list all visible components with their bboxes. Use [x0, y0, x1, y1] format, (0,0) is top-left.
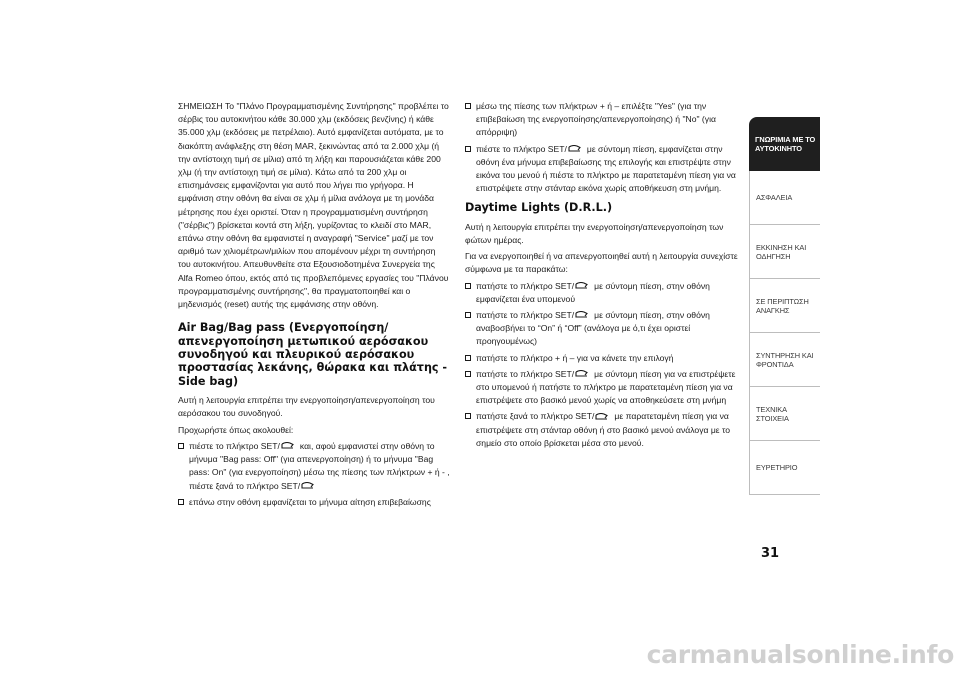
- list-item: [465, 143, 745, 196]
- checkbox-square-icon: [465, 146, 471, 152]
- tab-label: ΣΕ ΠΕΡΙΠΤΩΣΗ ΑΝΑΓΚΗΣ: [756, 296, 809, 315]
- list-item: [465, 280, 745, 306]
- esc-arrow-key-icon: [281, 442, 294, 449]
- checkbox-square-icon: [465, 355, 471, 361]
- maintenance-note: ΣΗΜΕΙΩΣΗ Το "Πλάνο Προγραμματισμένης Συντήρησης" προβλέπει το σέρβις του αυτοκινήτου κάθε 30.000 χλμ (εκδόσεις βενζίνης) ή κάθε 35.000 χλμ (εκδόσεις με πετρέλαιο). Αυτό εμφανίζεται αυτόματα, με το διακόπτη ανάφλεξης στη θέση MAR, ξεκινώντας από τα 2.000 χλμ (ή την αντίστοιχη τιμή σε μίλια) από τη λήξη και παρουσιάζεται κάθε 200 χλμ (ή την αντίστοιχη τιμή σε μίλια). Κάτω από τα 200 χλμ οι επισημάνσεις εμφανίζονται για αυτό που λήγει πιο γρήγορα. Η εμφάνιση στην οθόνη θα είναι σε χλμ ή μίλια ανάλογα με τη μονάδα μέτρησης που έχει οριστεί. Όταν η προγραμματισμένη συντήρηση ("σέρβις") βρίσκεται κοντά στη λήξη, γυρίζοντας το κλειδί στο MAR, επάνω στην οθόνη θα εμφανιστεί η αναγραφή "Service" μαζί με τον αριθμό των χιλιομέτρων/μιλίων που απομένουν μέχρι τη συντήρηση του αυτοκινήτου. Απευθυνθείτε στα Εξουσιοδοτημένα Συνεργεία της Alfa Romeo όπου, εκτός από τις προβλεπόμενες εργασίες του "Πλάνου προγραμματισμένης συντήρησης", θα πραγματοποιηθεί και ο μηδενισμός (reset) αυτής της εμφάνισης στην οθόνη.: [178, 101, 449, 310]
- list-item: [178, 440, 450, 493]
- bullet-text-pre: πατήστε το πλήκτρο SET/: [476, 310, 575, 321]
- tab-label: ΓΝΩΡΙΜΙΑ ΜΕ ΤΟ ΑΥΤΟΚΙΝΗΤΟ: [755, 134, 816, 153]
- airbag-intro: Αυτή η λειτουργία επιτρέπει την ενεργοποίηση/απενεργοποίηση του αερόσακου του συνοδηγού.: [178, 395, 435, 419]
- checkbox-square-icon: [178, 499, 184, 505]
- tab-emergency[interactable]: [749, 279, 820, 333]
- bullet-text-post: με σύντομη πίεση για να επιστρέψετε στο υπομενού ή πατήστε το πλήκτρο με παρατεταμένη πίεση για να επιστρέψετε στο βασικό μενού χωρίς να αποθηκεύσετε στη μνήμη: [476, 368, 736, 406]
- drl-heading: Daytime Lights (D.R.L.): [465, 201, 613, 215]
- bullet-text: πατήστε το πλήκτρο + ή – για να κάνετε την επιλογή: [476, 352, 674, 363]
- bullet-text-post: και, αφού εμφανιστεί στην οθόνη το μήνυμα "Bag pass: Off" (για απενεργοποίηση) ή το μήνυμα "Bag pass: On" (για ενεργοποίηση) μέσω της πίεσης των πλήκτρων + ή - , πιέστε ξανά το πλήκτρο SET/: [189, 440, 450, 491]
- proceed-text: Προχωρήστε όπως ακολουθεί:: [178, 424, 294, 435]
- list-item: [465, 309, 745, 349]
- checkbox-square-icon: [465, 371, 471, 377]
- left-column: [178, 100, 450, 512]
- esc-arrow-key-icon: [301, 482, 314, 489]
- checkbox-square-icon: [465, 413, 471, 419]
- watermark: carmanualsonline.info: [646, 640, 954, 669]
- list-item: [178, 496, 450, 509]
- bullet-text-post: με σύντομη πίεση, εμφανίζεται στην οθόνη ένα μήνυμα επιβεβαίωσης της επιλογής και επιστρέψτε στην εικόνα του μενού ή πιέστε το πλήκτρο με παρατεταμένη πίεση για να επιστρέψετε στην στάνταρ εικόνα χωρίς αποθήκευση στη μνήμη.: [476, 143, 736, 194]
- bullet-text-post: με σύντομη πίεση, στην οθόνη εμφανίζεται ένα υπομενού: [476, 280, 710, 304]
- tab-safety[interactable]: [749, 171, 820, 225]
- chapter-tabs: [749, 117, 820, 495]
- checkbox-square-icon: [465, 103, 471, 109]
- bullet-text: επάνω στην οθόνη εμφανίζεται το μήνυμα αίτηση επιβεβαίωσης: [189, 496, 431, 507]
- tab-label: ΕΚΚΙΝΗΣΗ ΚΑΙ ΟΔΗΓΗΣΗ: [756, 242, 807, 261]
- tab-label: ΣΥΝΤΗΡΗΣΗ ΚΑΙ ΦΡΟΝΤΙΔΑ: [756, 350, 814, 369]
- airbag-heading: Air Bag/Bag pass (Ενεργοποίηση/ απενεργοποίηση μετωπικού αερόσακου συνοδηγού και πλευρικού αερόσακου προστασίας λεκάνης, θώρακα και πλάτης - Side bag): [178, 321, 448, 388]
- tab-label: ΤΕΧΝΙΚΑ ΣΤΟΙΧΕΙΑ: [756, 404, 789, 423]
- bullet-text-post: με σύντομη πίεση, στην οθόνη αναβοσβήνει το “On” ή “Off” (ανάλογα με ό,τι έχει οριστεί προηγουμένως): [476, 310, 710, 347]
- checkbox-square-icon: [465, 283, 471, 289]
- drl-intro-2: Για να ενεργοποιηθεί ή να απενεργοποιηθεί αυτή η λειτουργία συνεχίστε σύμφωνα με τα παρακάτω:: [465, 251, 738, 275]
- page-number: 31: [760, 546, 780, 561]
- list-item: [465, 368, 745, 408]
- esc-arrow-key-icon: [575, 370, 588, 377]
- tab-maintenance[interactable]: [749, 333, 820, 387]
- list-item: [465, 352, 745, 365]
- tab-label: ΑΣΦΑΛΕΙΑ: [756, 193, 793, 202]
- bullet-text-pre: πατήστε το πλήκτρο SET/: [476, 368, 575, 379]
- bullet-text-pre: πατήστε ξανά το πλήκτρο SET/: [476, 411, 595, 422]
- checkbox-square-icon: [465, 312, 471, 318]
- tab-index[interactable]: [749, 441, 820, 495]
- list-item: [465, 410, 745, 450]
- bullet-text-pre: πιέστε το πλήκτρο SET/: [189, 440, 280, 451]
- right-column: [465, 100, 745, 453]
- tab-label: ΕΥΡΕΤΗΡΙΟ: [756, 463, 798, 472]
- bullet-text: μέσω της πίεσης των πλήκτρων + ή – επιλέξτε "Yes" (για την επιβεβαίωση της ενεργοποίησης/απενεργοποίησης) ή "No" (για απόρριψη): [476, 101, 716, 138]
- bullet-text-pre: πιέστε το πλήκτρο SET/: [476, 143, 567, 154]
- tab-technical-data[interactable]: [749, 387, 820, 441]
- bullet-text-post: με παρατεταμένη πίεση για να επιστρέψετε στη στάνταρ οθόνη ή στο βασικό μενού ανάλογα με το σημείο στο οποίο βρίσκεται μέσα στο μενού.: [476, 411, 731, 448]
- esc-arrow-key-icon: [575, 311, 588, 318]
- esc-arrow-key-icon: [568, 145, 581, 152]
- esc-arrow-key-icon: [575, 282, 588, 289]
- bullet-text-pre: πατήστε το πλήκτρο SET/: [476, 280, 575, 291]
- esc-arrow-key-icon: [595, 413, 608, 420]
- checkbox-square-icon: [178, 443, 184, 449]
- list-item: [465, 100, 745, 140]
- tab-getting-to-know-car[interactable]: [749, 117, 820, 171]
- tab-starting-driving[interactable]: [749, 225, 820, 279]
- drl-intro: Αυτή η λειτουργία επιτρέπει την ενεργοποίηση/απενεργοποίηση των φώτων ημέρας.: [465, 221, 724, 246]
